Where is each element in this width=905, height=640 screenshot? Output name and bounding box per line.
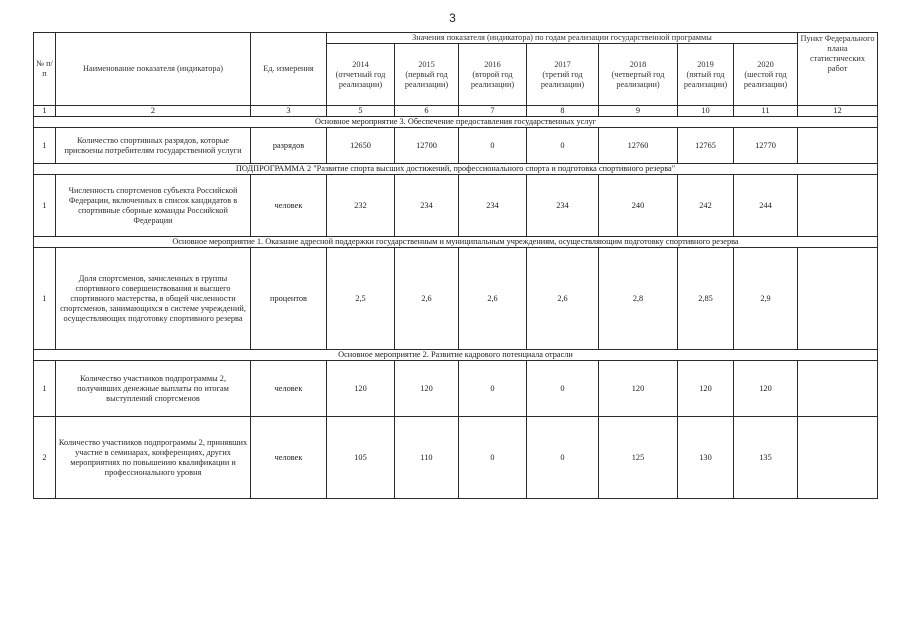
- header-values-group: Значения показателя (индикатора) по годам реализации государственной программы: [327, 33, 798, 44]
- value-cell: 105: [327, 417, 395, 499]
- column-numbers-row: [34, 106, 878, 117]
- table-row: [34, 248, 878, 350]
- indicator-name: Количество участников подпрограммы 2, принявших участие в семинарах, конференциях, других мероприятиях по повышению квалификации и профессионального уровня: [56, 417, 251, 499]
- section-heading: Основное мероприятие 3. Обеспечение предоставления государственных услуг: [34, 117, 878, 128]
- column-number: 2: [56, 106, 251, 117]
- indicator-name: Количество участников подпрограммы 2, получивших денежные выплаты по итогам выступлений спортсменов: [56, 361, 251, 417]
- column-number: 6: [395, 106, 459, 117]
- header-year-2019: 2019 (пятый год реализации): [678, 44, 734, 106]
- value-cell: 244: [734, 175, 798, 237]
- value-cell: 125: [599, 417, 678, 499]
- value-cell: 234: [395, 175, 459, 237]
- column-number: 11: [734, 106, 798, 117]
- value-cell: 2,9: [734, 248, 798, 350]
- value-cell: 12760: [599, 128, 678, 164]
- value-cell: 0: [459, 361, 527, 417]
- indicator-unit: разрядов: [251, 128, 327, 164]
- header-num: № п/п: [34, 33, 56, 106]
- table-row: [34, 175, 878, 237]
- section-heading: Основное мероприятие 2. Развитие кадрового потенциала отрасли: [34, 350, 878, 361]
- value-cell: 120: [327, 361, 395, 417]
- header-year-2018: 2018 (четвертый год реализации): [599, 44, 678, 106]
- value-cell: 120: [395, 361, 459, 417]
- column-number: 1: [34, 106, 56, 117]
- row-num: 1: [34, 128, 56, 164]
- plan-cell: [798, 361, 878, 417]
- value-cell: 2,8: [599, 248, 678, 350]
- value-cell: 12765: [678, 128, 734, 164]
- value-cell: 12650: [327, 128, 395, 164]
- row-num: 1: [34, 361, 56, 417]
- value-cell: 120: [678, 361, 734, 417]
- indicator-unit: человек: [251, 417, 327, 499]
- plan-cell: [798, 248, 878, 350]
- table-row: [34, 417, 878, 499]
- column-number: 7: [459, 106, 527, 117]
- value-cell: 2,6: [459, 248, 527, 350]
- header-year-2014: 2014 (отчетный год реализации): [327, 44, 395, 106]
- indicator-name: Количество спортивных разрядов, которые присвоены потребителям государственной услуги: [56, 128, 251, 164]
- header-name: Наименование показателя (индикатора): [56, 33, 251, 106]
- section-heading: ПОДПРОГРАММА 2 "Развитие спорта высших достижений, профессионального спорта и подготовка спортивного резерва": [34, 164, 878, 175]
- value-cell: 2,6: [527, 248, 599, 350]
- page-number: 3: [449, 11, 456, 25]
- value-cell: 120: [734, 361, 798, 417]
- value-cell: 130: [678, 417, 734, 499]
- indicators-table: [33, 32, 878, 499]
- indicator-unit: человек: [251, 175, 327, 237]
- plan-cell: [798, 175, 878, 237]
- value-cell: 2,5: [327, 248, 395, 350]
- indicator-name: Доля спортсменов, зачисленных в группы спортивного совершенствования и высшего спортивного мастерства, в общей численности спортсменов, занимающихся в системе учреждений, осуществляющих подготовку спортивного резерва: [56, 248, 251, 350]
- table-row: [34, 128, 878, 164]
- value-cell: 0: [527, 417, 599, 499]
- section-heading: Основное мероприятие 1. Оказание адресной поддержки государственным и муниципальным учреждениям, осуществляющим подготовку спортивного резерва: [34, 237, 878, 248]
- value-cell: 242: [678, 175, 734, 237]
- column-number: 3: [251, 106, 327, 117]
- value-cell: 234: [459, 175, 527, 237]
- table-row: [34, 361, 878, 417]
- header-year-2017: 2017 (третий год реализации): [527, 44, 599, 106]
- plan-cell: [798, 128, 878, 164]
- value-cell: 120: [599, 361, 678, 417]
- row-num: 1: [34, 248, 56, 350]
- header-unit: Ед. измерения: [251, 33, 327, 106]
- column-number: 8: [527, 106, 599, 117]
- value-cell: 12770: [734, 128, 798, 164]
- value-cell: 2,85: [678, 248, 734, 350]
- column-number: 9: [599, 106, 678, 117]
- value-cell: 232: [327, 175, 395, 237]
- value-cell: 2,6: [395, 248, 459, 350]
- row-num: 1: [34, 175, 56, 237]
- header-year-2016: 2016 (второй год реализации): [459, 44, 527, 106]
- column-number: 12: [798, 106, 878, 117]
- value-cell: 110: [395, 417, 459, 499]
- header-fed-plan: Пункт Федерального плана статистических работ: [798, 33, 878, 106]
- value-cell: 234: [527, 175, 599, 237]
- row-num: 2: [34, 417, 56, 499]
- header-year-2020: 2020 (шестой год реализации): [734, 44, 798, 106]
- value-cell: 0: [527, 361, 599, 417]
- indicator-name: Численность спортсменов субъекта Российской Федерации, включенных в список кандидатов в спортивные сборные команды Российской Федерации: [56, 175, 251, 237]
- value-cell: 12700: [395, 128, 459, 164]
- value-cell: 0: [459, 128, 527, 164]
- value-cell: 135: [734, 417, 798, 499]
- plan-cell: [798, 417, 878, 499]
- column-number: 5: [327, 106, 395, 117]
- value-cell: 0: [459, 417, 527, 499]
- header-year-2015: 2015 (первый год реализации): [395, 44, 459, 106]
- value-cell: 0: [527, 128, 599, 164]
- indicator-unit: процентов: [251, 248, 327, 350]
- column-number: 10: [678, 106, 734, 117]
- value-cell: 240: [599, 175, 678, 237]
- indicator-unit: человек: [251, 361, 327, 417]
